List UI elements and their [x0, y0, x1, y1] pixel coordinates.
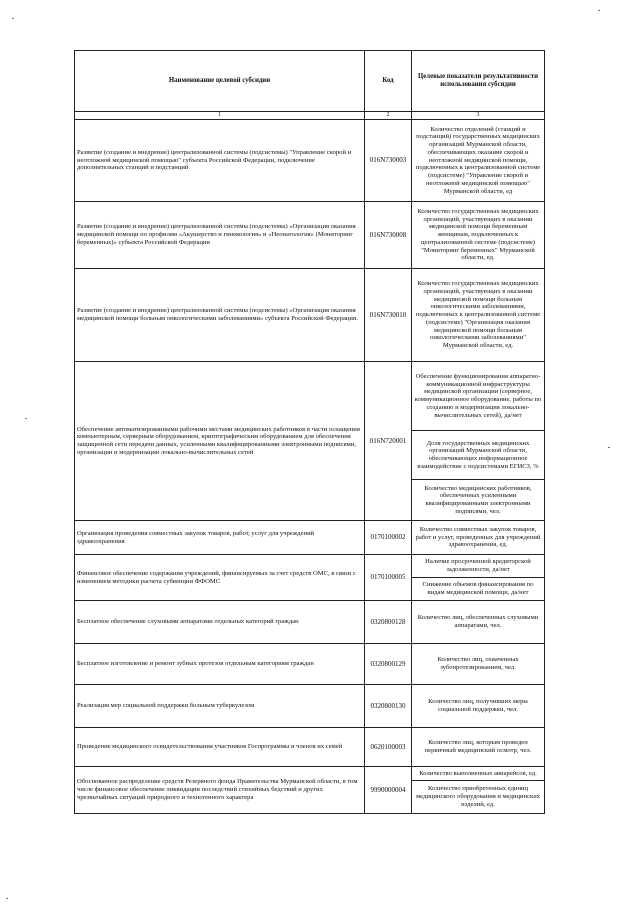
subsidy-name: Развитие (создание и внедрение) централизованной системы (подсистемы) "Управление скорой и неотложной медицинской помощью" субъекта Российской Федерации, подключение дополнительных станций и подстанций	[75, 120, 365, 202]
indicator: Наличие просроченной кредиторской задолженности, да/нет	[412, 555, 545, 578]
indicator: Количество приобретенных единиц медицинского оборудования и медицинских изделий, ед.	[412, 781, 545, 814]
subsidy-name: Развитие (создание и внедрение) централизованной системы (подсистемы) «Организация оказания медицинской помощи больным онкологическими заболеваниями» субъекта Российской Федерации.	[75, 269, 365, 362]
table-row	[75, 202, 545, 269]
subsidy-code: 016N720001	[365, 362, 412, 521]
table-row	[75, 120, 545, 202]
indicator: Количество государственных медицинских организаций, участвующих в оказании медицинской помощи беременным женщинам, подключенных к централизованной системе (подсистеме) "Мониторинг беременных" Мурманской области, ед.	[412, 202, 545, 269]
subsidy-code: 016N730010	[365, 269, 412, 362]
column-number-row	[75, 112, 545, 120]
subsidy-name: Финансовое обеспечение содержания учреждений, финансируемых за счет средств ОМС, в связи с изменением методики расчета субвенции ФФОМС	[75, 555, 365, 601]
table-row	[75, 521, 545, 555]
subsidy-code: 0320800130	[365, 685, 412, 728]
subsidy-name: Бесплатное изготовление и ремонт зубных протезов отдельным категориям граждан	[75, 644, 365, 685]
table-row	[75, 685, 545, 728]
indicator: Снижение объемов финансирования по видам медицинской помощи, да/нет	[412, 578, 545, 601]
indicator: Количество государственных медицинских организаций, участвующих в оказании медицинской помощи больным онкологическими заболеваниями, подключенных к централизованной системе (подсистеме) "Организация оказания медицинской помощи больным онкологическими заболеваниями" Мурманской области, ед.	[412, 269, 545, 362]
subsidy-code: 0620100003	[365, 728, 412, 767]
column-number: 3	[412, 112, 545, 120]
indicator: Количество отделений (станций и подстанций) государственных медицинских организаций Мурманской области, обеспечивающих оказание скорой и неотложной медицинской помощи, подключенных к централизованной системе (подсистеме) "Управление скорой и неотложной медицинской помощью" Мурманской области, ед	[412, 120, 545, 202]
subsidy-code: 0320800128	[365, 601, 412, 644]
indicator: Количество медицинских работников, обеспеченных усиленными квалифицированными электронными подписями, чел.	[412, 480, 545, 521]
indicator: Количество лиц, охваченных зубопротезированием, чел.	[412, 644, 545, 685]
subsidy-name: Реализация мер социальной поддержки больным туберкулезом	[75, 685, 365, 728]
subsidy-name: Обеспечение автоматизированными рабочими местами медицинских работников в части оснащения компьютерным, серверным оборудованием, криптографическим оборудованием для обеспечения защищенной сети передачи данных, усиленными квалифицированными электронными подписями, организации и модернизации локально-вычислительных сетей	[75, 362, 365, 521]
subsidy-code: 016N730003	[365, 120, 412, 202]
indicator: Количество лиц, которым проведен первичный медицинский осмотр, чел.	[412, 728, 545, 767]
header-indicators: Целевые показатели результативности использования субсидии	[412, 51, 545, 112]
indicator: Количество лиц, обеспеченных слуховыми аппаратами, чел.	[412, 601, 545, 644]
subsidy-code: 9990000004	[365, 767, 412, 814]
column-number: 2	[365, 112, 412, 120]
header-name: Наименование целевой субсидии	[75, 51, 365, 112]
table-row	[75, 728, 545, 767]
subsidy-name: Проведение медицинского освидетельствования участников Госпрограммы и членов их семей	[75, 728, 365, 767]
subsidy-name: Организация проведения совместных закупок товаров, работ, услуг для учреждений здравоохранения	[75, 521, 365, 555]
header-code: Код	[365, 51, 412, 112]
subsidy-code: 016N730008	[365, 202, 412, 269]
indicator: Количество лиц, получивших меры социальной поддержки, чел.	[412, 685, 545, 728]
table-row	[75, 644, 545, 685]
table-header-row	[75, 51, 545, 112]
column-number: 1	[75, 112, 365, 120]
table-row	[75, 767, 545, 781]
subsidy-code: 0170100005	[365, 555, 412, 601]
table-row	[75, 555, 545, 578]
indicator: Количество выполненных авиарейсов, ед.	[412, 767, 545, 781]
subsidy-name: Бесплатное обеспечение слуховыми аппаратами отдельных категорий граждан	[75, 601, 365, 644]
subsidy-code: 0320800129	[365, 644, 412, 685]
indicator: Количество совместных закупок товаров, работ и услуг, проведенных для учреждений здравоохранения, ед.	[412, 521, 545, 555]
subsidy-name: Обоснованное распределение средств Резервного фонда Правительства Мурманской области, в том числе финансовое обеспечение ликвидации последствий стихийных бедствий и других чрезвычайных ситуаций природного и техногенного характера	[75, 767, 365, 814]
table-row	[75, 362, 545, 431]
table-row	[75, 269, 545, 362]
indicator: Обеспечение функционирования аппаратно-коммуникационной инфраструктуры медицинской организации (серверное, коммуникационное оборудование, работы по созданию и модернизация локально-вычислительных сетей), да/нет	[412, 362, 545, 431]
subsidy-name: Развитие (создание и внедрение) централизованной системы (подсистемы) «Организация оказания медицинской помощи по профилям «Акушерство и гинекология» и «Неонатология» (Мониторинг беременных)» субъекта Российской Федерации	[75, 202, 365, 269]
indicator: Доля государственных медицинских организаций Мурманской области, обеспечивающих информационное взаимодействие с подсистемами ЕГИСЗ, %	[412, 431, 545, 480]
subsidy-code: 0170100002	[365, 521, 412, 555]
subsidy-table	[74, 50, 545, 814]
table-row	[75, 601, 545, 644]
